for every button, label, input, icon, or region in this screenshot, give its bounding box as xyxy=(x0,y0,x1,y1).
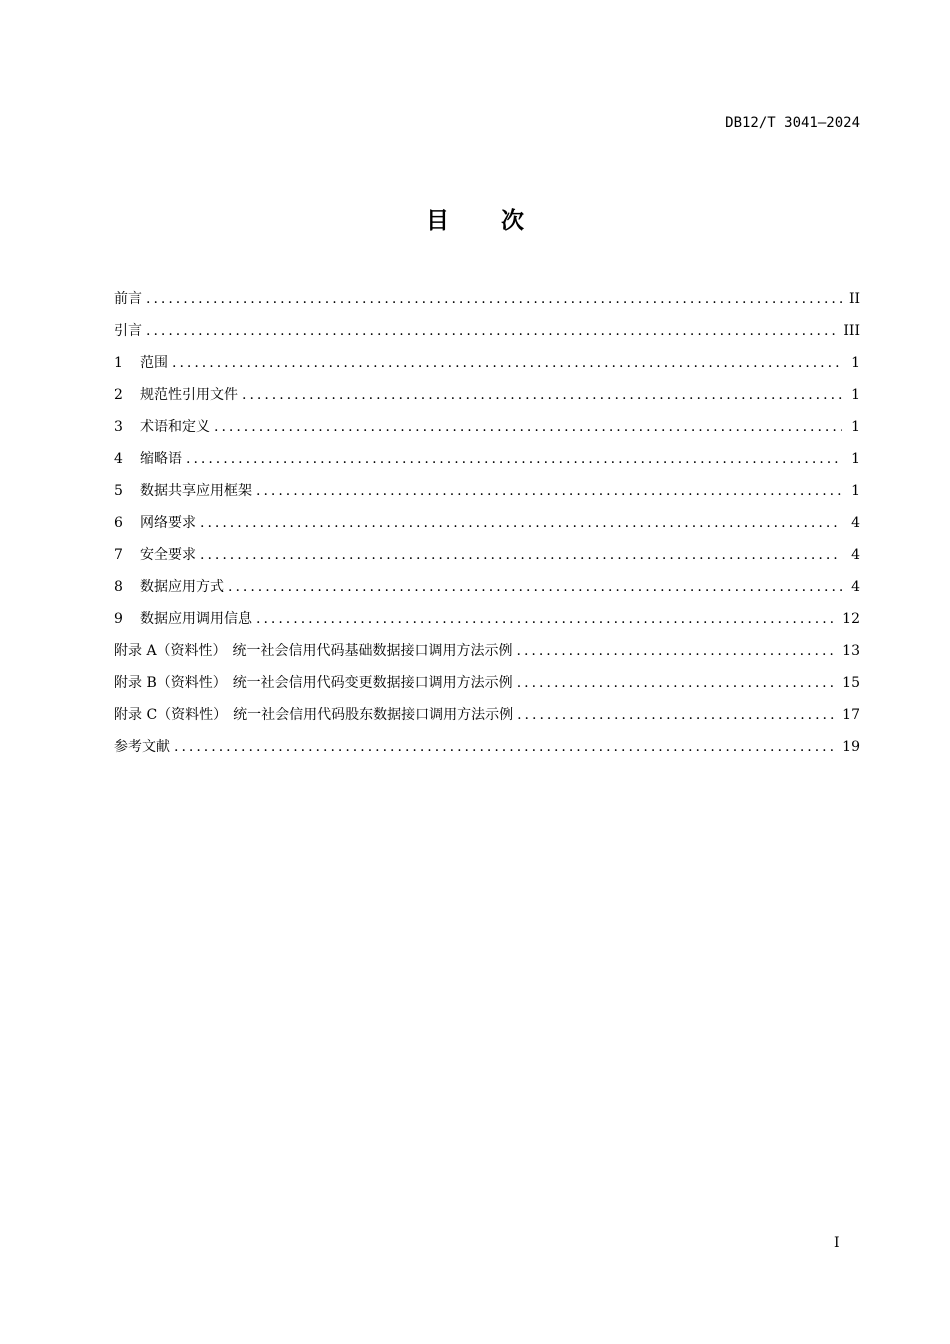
toc-leader-dots xyxy=(200,544,842,566)
toc-leader-dots xyxy=(228,576,842,598)
toc-leader-dots xyxy=(214,416,842,438)
toc-entry-annex-c[interactable] xyxy=(114,704,860,736)
toc-entry-annex-b[interactable] xyxy=(114,672,860,704)
toc-entry-number: 7 xyxy=(114,547,123,563)
toc-entry-introduction[interactable] xyxy=(114,320,860,352)
toc-entry-number: 9 xyxy=(114,611,123,627)
toc-entry-number: 3 xyxy=(114,419,123,435)
toc-entry-page: 12 xyxy=(842,611,860,627)
toc-entry-abbreviations[interactable] xyxy=(114,448,860,480)
toc-entry-label: 规范性引用文件 xyxy=(140,387,238,403)
toc-entry-label: 数据应用调用信息 xyxy=(140,611,252,627)
toc-leader-dots xyxy=(172,352,842,374)
toc-entry-number: 4 xyxy=(114,451,123,467)
toc-leader-dots xyxy=(517,704,838,726)
toc-entry-label: 术语和定义 xyxy=(140,419,210,435)
toc-title-char-1: 目 xyxy=(426,208,449,234)
toc-entry-page: 15 xyxy=(842,675,860,691)
toc-entry-page: III xyxy=(843,323,860,339)
toc-entry-page: 4 xyxy=(851,547,860,563)
toc-entry-label: 参考文献 xyxy=(114,739,170,755)
toc-leader-dots xyxy=(517,640,839,662)
toc-entry-invocation-info[interactable] xyxy=(114,608,860,640)
toc-entry-label: 附录 A（资料性） xyxy=(114,643,227,659)
toc-entry-page: 1 xyxy=(851,451,860,467)
toc-entry-label: 附录 B（资料性） xyxy=(114,675,227,691)
toc-entry-label: 前言 xyxy=(114,291,142,307)
toc-entry-page: II xyxy=(848,291,860,307)
toc-entry-security-requirements[interactable] xyxy=(114,544,860,576)
toc-entry-number: 2 xyxy=(114,387,123,403)
toc-entry-page: 1 xyxy=(851,419,860,435)
toc-leader-dots xyxy=(256,608,838,630)
toc-leader-dots xyxy=(146,320,839,342)
toc-leader-dots xyxy=(174,736,838,758)
toc-entry-label: 数据共享应用框架 xyxy=(140,483,252,499)
toc-leader-dots xyxy=(242,384,842,406)
toc-title-char-2: 次 xyxy=(501,208,524,234)
toc-entry-page: 4 xyxy=(851,579,860,595)
toc-entry-terms-definitions[interactable] xyxy=(114,416,860,448)
toc-leader-dots xyxy=(186,448,842,470)
toc-entry-subtitle: 统一社会信用代码股东数据接口调用方法示例 xyxy=(233,707,514,723)
toc-leader-dots xyxy=(517,672,838,694)
toc-entry-page: 1 xyxy=(851,355,860,371)
toc-entry-annex-a[interactable] xyxy=(114,640,860,672)
toc-entry-label: 范围 xyxy=(140,355,168,371)
toc-entry-label: 引言 xyxy=(114,323,142,339)
toc-entry-page: 17 xyxy=(842,707,860,723)
toc-entry-label: 网络要求 xyxy=(140,515,196,531)
toc-entry-subtitle: 统一社会信用代码基础数据接口调用方法示例 xyxy=(232,643,513,659)
toc-entry-subtitle: 统一社会信用代码变更数据接口调用方法示例 xyxy=(232,675,513,691)
toc-entry-page: 13 xyxy=(842,643,860,659)
toc-entry-label: 附录 C（资料性） xyxy=(114,707,228,723)
document-code: DB12/T 3041—2024 xyxy=(725,115,860,131)
table-of-contents xyxy=(114,288,860,768)
toc-entry-label: 数据应用方式 xyxy=(140,579,224,595)
toc-entry-application-methods[interactable] xyxy=(114,576,860,608)
toc-leader-dots xyxy=(146,288,842,310)
toc-entry-network-requirements[interactable] xyxy=(114,512,860,544)
toc-entry-number: 5 xyxy=(114,483,123,499)
toc-entry-page: 1 xyxy=(851,483,860,499)
toc-leader-dots xyxy=(200,512,842,534)
toc-entry-normative-references[interactable] xyxy=(114,384,860,416)
toc-entry-page: 4 xyxy=(851,515,860,531)
toc-entry-scope[interactable] xyxy=(114,352,860,384)
toc-entry-foreword[interactable] xyxy=(114,288,860,320)
toc-entry-sharing-framework[interactable] xyxy=(114,480,860,512)
toc-entry-number: 6 xyxy=(114,515,123,531)
toc-entry-number: 8 xyxy=(114,579,123,595)
toc-entry-page: 1 xyxy=(851,387,860,403)
toc-title xyxy=(0,202,950,235)
toc-entry-number: 1 xyxy=(114,355,123,371)
page-number: I xyxy=(834,1235,840,1251)
toc-leader-dots xyxy=(256,480,842,502)
toc-entry-label: 安全要求 xyxy=(140,547,196,563)
toc-entry-bibliography[interactable] xyxy=(114,736,860,768)
toc-entry-label: 缩略语 xyxy=(140,451,182,467)
toc-entry-page: 19 xyxy=(842,739,860,755)
